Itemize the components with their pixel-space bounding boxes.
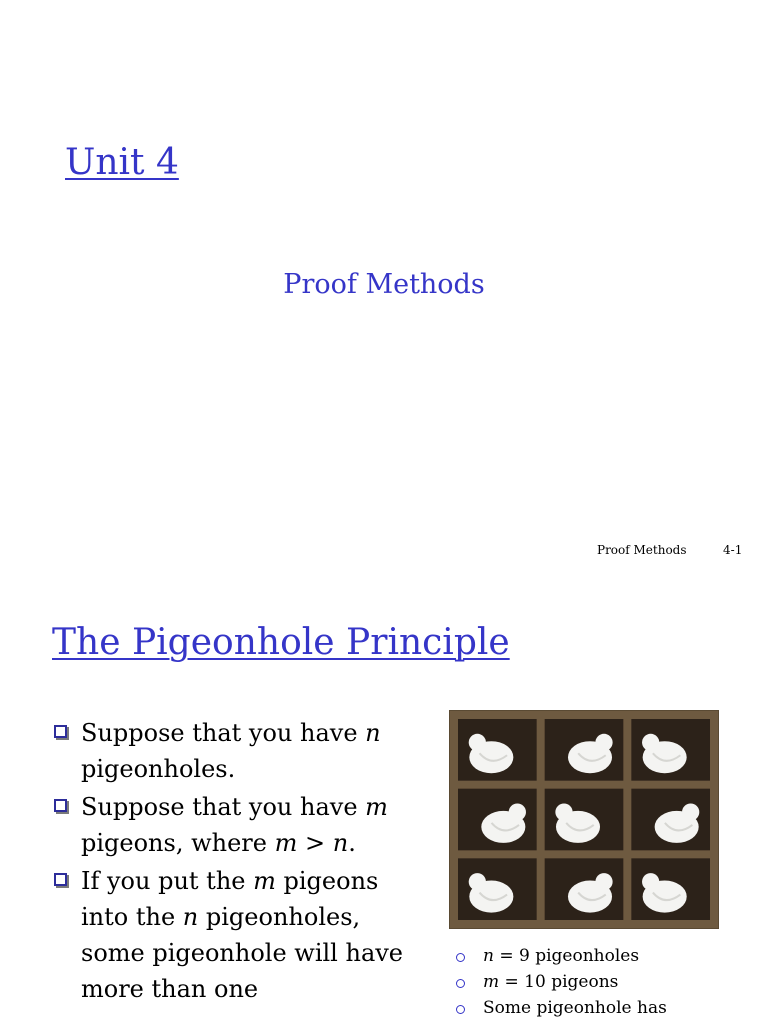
bullet-item	[52, 715, 422, 787]
pigeonhole-cell	[631, 719, 710, 781]
footer-page-number: 4-1	[723, 543, 743, 557]
slide-subtitle: Proof Methods	[283, 269, 485, 300]
pigeonhole-cell	[545, 858, 624, 920]
note-item	[455, 943, 667, 969]
circle-bullet-icon	[456, 953, 465, 962]
bullet-text: If you put the m pigeons into the n pigeonholes, some pigeonhole will have more than one	[81, 867, 404, 1003]
bullet-item	[52, 863, 422, 1007]
footer-title: Proof Methods	[597, 543, 687, 557]
pigeonhole-cell	[458, 719, 537, 781]
pigeonhole-cell	[631, 858, 710, 920]
checkbox-bullet-icon	[54, 873, 67, 886]
note-item	[455, 995, 667, 1021]
bullet-list	[52, 715, 422, 1009]
pigeonhole-cell	[545, 789, 624, 851]
note-text: Some pigeonhole has	[483, 998, 667, 1018]
bullet-item	[52, 789, 422, 861]
bullet-text: Suppose that you have n pigeonholes.	[81, 719, 381, 783]
note-text: m = 10 pigeons	[483, 972, 619, 992]
note-item	[455, 969, 667, 995]
checkbox-bullet-icon	[54, 799, 67, 812]
slide-2	[0, 576, 768, 1024]
circle-bullet-icon	[456, 979, 465, 988]
note-text: n = 9 pigeonholes	[483, 946, 640, 966]
pigeons-in-pigeonholes-photo	[449, 710, 719, 929]
example-notes-list	[455, 943, 667, 1021]
pigeonhole-cell	[631, 789, 710, 851]
pigeonhole-cell	[458, 789, 537, 851]
circle-bullet-icon	[456, 1005, 465, 1014]
slide-title[interactable]: The Pigeonhole Principle	[52, 622, 510, 663]
pigeonhole-cell	[545, 719, 624, 781]
pigeonhole-cell	[458, 858, 537, 920]
bullet-text: Suppose that you have m pigeons, where m > n.	[81, 793, 388, 857]
checkbox-bullet-icon	[54, 725, 67, 738]
unit-title[interactable]: Unit 4	[65, 142, 179, 183]
pigeonhole-grid-graphic	[450, 711, 718, 928]
